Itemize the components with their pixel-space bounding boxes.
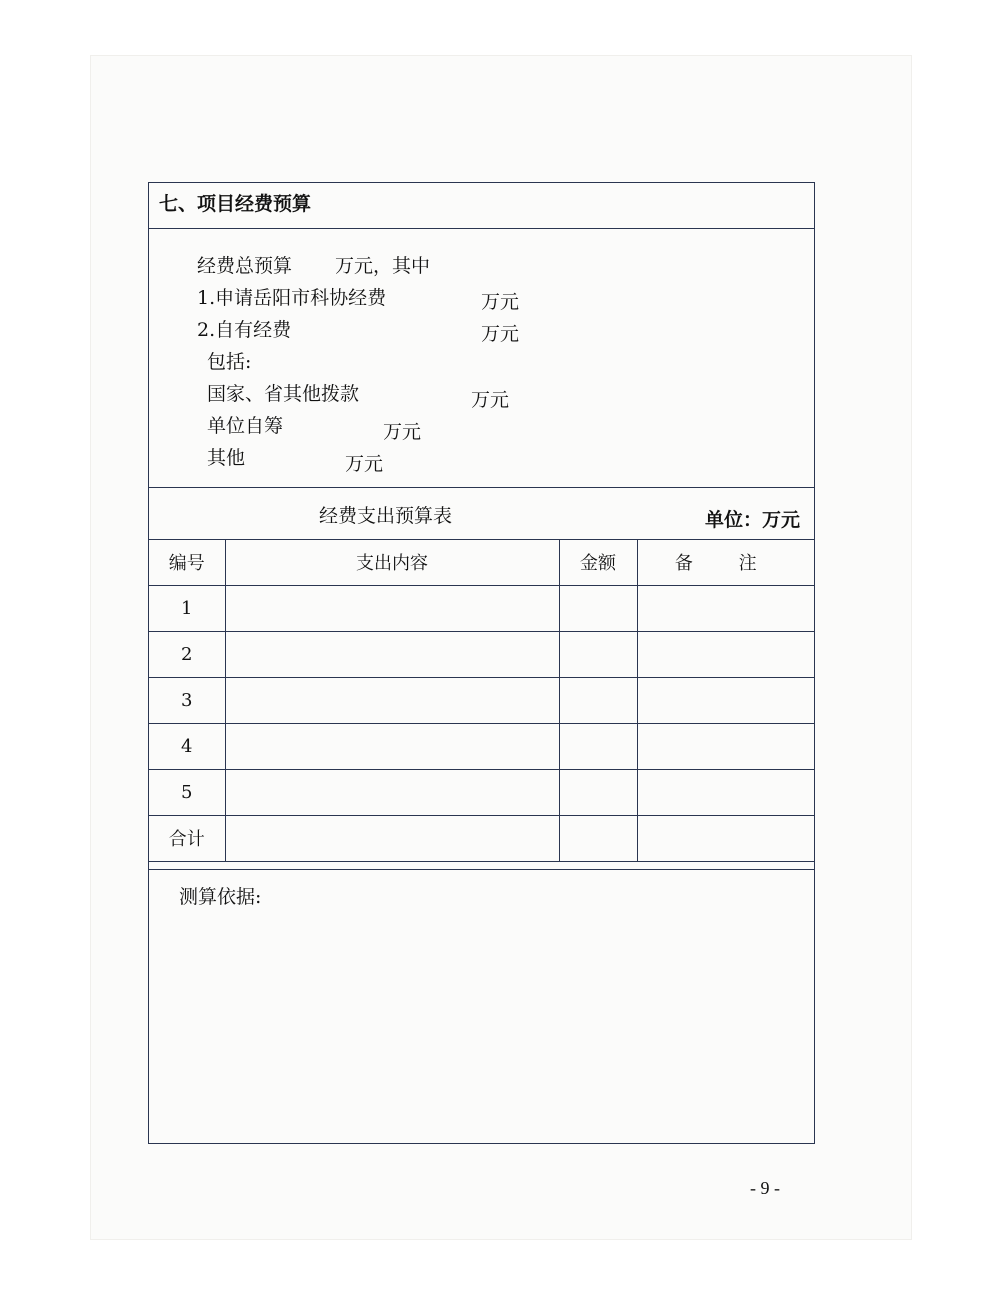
section-title: 七、项目经费预算 bbox=[149, 183, 814, 229]
table-row bbox=[149, 769, 814, 815]
sub2-unit: 万元 bbox=[383, 421, 422, 443]
expense-unit: 单位：万元 bbox=[704, 509, 800, 531]
row-number: 3 bbox=[149, 677, 225, 723]
amount-cell[interactable] bbox=[559, 815, 637, 861]
row-number: 2 bbox=[149, 631, 225, 677]
sub1-unit: 万元 bbox=[471, 389, 510, 411]
col-amount-header: 金额 bbox=[559, 539, 637, 585]
table-row bbox=[149, 631, 814, 677]
content-cell[interactable] bbox=[225, 815, 559, 861]
note-cell[interactable] bbox=[637, 815, 814, 861]
expense-header-row bbox=[149, 539, 814, 585]
content-cell[interactable] bbox=[225, 631, 559, 677]
sub2-label: 单位自筹 bbox=[207, 415, 284, 437]
note-cell[interactable] bbox=[637, 769, 814, 815]
content-cell[interactable] bbox=[225, 769, 559, 815]
item1-label: 1.申请岳阳市科协经费 bbox=[197, 287, 387, 309]
item1-unit: 万元 bbox=[481, 291, 520, 313]
amount-cell[interactable] bbox=[559, 585, 637, 631]
amount-cell[interactable] bbox=[559, 677, 637, 723]
expense-table-title: 经费支出预算表 bbox=[319, 505, 453, 527]
budget-form bbox=[148, 182, 815, 1144]
row-number: 4 bbox=[149, 723, 225, 769]
calculation-basis-label: 测算依据: bbox=[179, 886, 262, 908]
total-label: 合计 bbox=[149, 815, 225, 861]
col-content-header: 支出内容 bbox=[225, 539, 559, 585]
table-row bbox=[149, 723, 814, 769]
total-row bbox=[149, 815, 814, 861]
content-cell[interactable] bbox=[225, 677, 559, 723]
page-number: - 9 - bbox=[750, 1178, 780, 1198]
amount-cell[interactable] bbox=[559, 769, 637, 815]
table-row bbox=[149, 585, 814, 631]
expense-table bbox=[149, 539, 814, 862]
amount-cell[interactable] bbox=[559, 723, 637, 769]
note-cell[interactable] bbox=[637, 677, 814, 723]
expense-table-header bbox=[149, 487, 814, 540]
total-budget-label: 经费总预算 bbox=[197, 255, 293, 277]
sub3-unit: 万元 bbox=[345, 453, 384, 475]
calculation-basis[interactable] bbox=[149, 869, 814, 1143]
note-cell[interactable] bbox=[637, 585, 814, 631]
item2-label: 2.自有经费 bbox=[197, 319, 292, 341]
total-budget-unit: 万元，其中 bbox=[335, 255, 431, 277]
col-note-header: 备 注 bbox=[637, 539, 814, 585]
budget-summary bbox=[149, 229, 814, 488]
content-cell[interactable] bbox=[225, 723, 559, 769]
item2-unit: 万元 bbox=[481, 323, 520, 345]
col-num-header: 编号 bbox=[149, 539, 225, 585]
row-number: 5 bbox=[149, 769, 225, 815]
table-row bbox=[149, 677, 814, 723]
note-cell[interactable] bbox=[637, 631, 814, 677]
note-cell[interactable] bbox=[637, 723, 814, 769]
content-cell[interactable] bbox=[225, 585, 559, 631]
amount-cell[interactable] bbox=[559, 631, 637, 677]
row-number: 1 bbox=[149, 585, 225, 631]
include-label: 包括: bbox=[207, 351, 252, 373]
sub3-label: 其他 bbox=[207, 447, 246, 469]
sub1-label: 国家、省其他拨款 bbox=[207, 383, 360, 405]
